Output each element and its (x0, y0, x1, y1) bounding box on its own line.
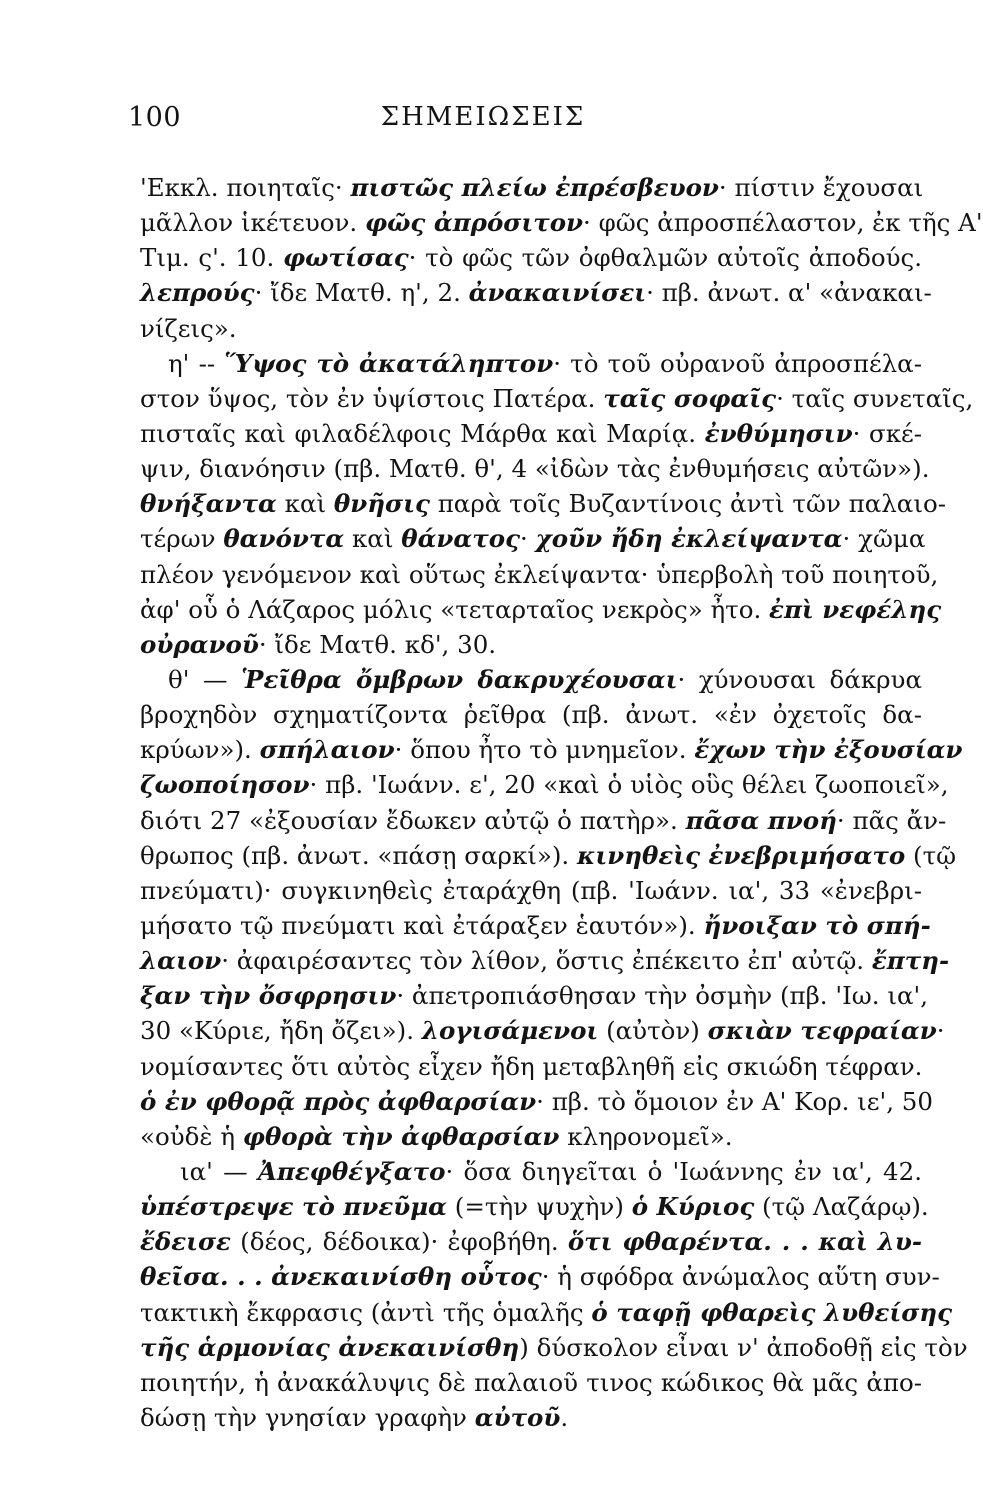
gloss-text: 30 «Κύριε, ἤδη ὄζει»). (140, 1016, 422, 1046)
running-title: ΣΗΜΕΙΩΣΕΙΣ (380, 102, 586, 132)
page-number: 100 (128, 102, 182, 133)
lemma-term: σκιὰν τεφραίαν (707, 1016, 937, 1046)
gloss-text: κληρονομεῖ». (559, 1121, 733, 1151)
lemma-term: ταῖς σοφαῖς (603, 383, 777, 413)
gloss-text: 'Εκκλ. ποιηταῖς· (140, 173, 351, 202)
text-line (140, 732, 963, 767)
text-line (140, 1365, 922, 1400)
gloss-text: η' -- (168, 348, 225, 378)
lemma-term: λεπρούς (140, 278, 255, 308)
text-line (140, 1084, 933, 1119)
gloss-text: (=τὴν ψυχὴν) (447, 1192, 632, 1222)
lemma-term: λαιον (140, 946, 222, 976)
text-line (140, 697, 922, 732)
text-line (140, 416, 922, 451)
text-line (140, 486, 946, 521)
lemma-term: Ῥεῖθρα ὄμβρων δακρυχέουσαι (241, 664, 678, 694)
text-line (140, 1049, 922, 1084)
lemma-term: ἐνθύμησιν (704, 418, 853, 448)
gloss-text: ψιν, διανόησιν (πβ. Ματθ. θ', 4 «ἰδὼν τὰς ἐνθυμήσεις αὐτῶν»). (140, 454, 930, 484)
lemma-term: θανόντα (223, 524, 345, 554)
text-line (140, 170, 922, 205)
gloss-text: διότι 27 «ἐξουσίαν ἔδωκεν αὐτῷ ὁ πατὴρ». (140, 805, 686, 835)
lemma-term: φωτίσας (282, 243, 409, 273)
gloss-text: κρύων»). (140, 735, 260, 765)
gloss-text: δώσῃ τὴν γνησίαν γραφὴν (140, 1402, 475, 1432)
text-line (140, 521, 926, 556)
gloss-text: μᾶλλον ἱκέτευον. (140, 208, 365, 238)
gloss-text: θρωπος (πβ. ἀνωτ. «πάσῃ σαρκί»). (140, 840, 577, 870)
gloss-text: ποιητήν, ἡ ἀνακάλυψις δὲ παλαιοῦ τινος κώδικος θὰ μᾶς ἀπο- (140, 1367, 922, 1397)
lemma-term: πιστῶς πλείω ἐπρέσβευον (350, 173, 719, 202)
lemma-term: ἐπὶ νεφέλης (769, 594, 942, 624)
gloss-text: πλέον γενόμενον καὶ οὕτως ἐκλείψαντα· ὑπερβολὴ τοῦ ποιητοῦ, (140, 559, 939, 589)
lemma-term: πᾶσα πνοή (685, 805, 837, 835)
gloss-text: · τὸ φῶς τῶν ὀφθαλμῶν αὐτοῖς ἀποδούς. (408, 243, 922, 273)
gloss-text: · πβ. τὸ ὅμοιον ἐν Α' Κορ. ιε', 50 (536, 1086, 933, 1116)
notes-body (140, 170, 983, 1435)
lemma-term: Ὕψος τὸ ἀκατάληπτον (224, 348, 554, 378)
gloss-text: · τὸ τοῦ οὐρανοῦ ἀπροσπέλα- (553, 348, 922, 378)
gloss-text: ) δύσκολον εἶναι ν' ἀποδοθῇ εἰς τὸν (519, 1332, 968, 1362)
gloss-text: Τιμ. ς'. 10. (140, 243, 283, 273)
gloss-text: νίζεις». (140, 313, 237, 343)
gloss-text: στον ὕψος, τὸν ἐν ὑψίστοις Πατέρα. (140, 383, 604, 413)
gloss-text: ια' — (180, 1156, 258, 1186)
gloss-text: · ἀφαιρέσαντες τὸν λίθον, ὅστις ἐπέκειτο ἐπ' αὐτῷ. (221, 946, 872, 976)
gloss-text: · ταῖς συνεταῖς, (776, 383, 974, 413)
text-line (140, 557, 939, 592)
gloss-text: · ὅσα διηγεῖται ὁ 'Ιωάννης ἐν ια', 42. (445, 1156, 922, 1186)
gloss-text: · ἴδε Ματθ. κδ', 30. (258, 629, 497, 659)
gloss-text: · ὅπου ἦτο τὸ μνημεῖον. (394, 735, 695, 765)
lemma-term: ὑπέστρεψε τὸ πνεῦμα (140, 1192, 448, 1222)
gloss-text: παρὰ τοῖς Βυζαντίνοις ἀντὶ τῶν παλαιο- (429, 489, 946, 519)
text-line (140, 381, 974, 416)
lemma-term: ἀνακαινίσει (468, 278, 647, 308)
gloss-text: θ' — (168, 664, 242, 694)
text-line (140, 240, 922, 275)
lemma-term: ζωοποίησον (140, 770, 310, 800)
text-line (140, 767, 949, 802)
lemma-term: λογισάμενοι (421, 1016, 599, 1046)
gloss-text: · ἴδε Ματθ. η', 2. (254, 278, 469, 308)
gloss-text: (αὐτὸν) (598, 1016, 708, 1046)
gloss-text: καὶ (344, 524, 402, 554)
lemma-term: θάνατος (401, 524, 521, 554)
lemma-term: θνῆσις (333, 489, 430, 519)
lemma-term: ὁ Κύριος (631, 1192, 755, 1222)
lemma-term: Ἀπεφθέγξατο (257, 1156, 446, 1186)
gloss-text: · χῶμα (842, 524, 926, 554)
text-line (140, 1224, 922, 1259)
lemma-term: ὁ ταφῇ φθαρεὶς λυθείσης (591, 1297, 953, 1327)
text-line (140, 943, 950, 978)
lemma-term: ἔδεισε (140, 1227, 231, 1257)
gloss-text: «οὐδὲ ἡ (140, 1121, 243, 1151)
lemma-term: ξαν τὴν ὄσφρησιν (140, 981, 397, 1011)
gloss-text: νομίσαντες ὅτι αὐτὸς εἶχεν ἤδη μεταβληθῆ εἰς σκιώδη τέφραν. (140, 1051, 923, 1081)
text-line (140, 1013, 945, 1048)
text-line (140, 873, 922, 908)
lemma-term: θνήξαντα (140, 489, 277, 519)
text-line (140, 311, 922, 346)
gloss-text: μήσατο τῷ πνεύματι καὶ ἐτάραξεν ἑαυτόν»). (140, 910, 704, 940)
lemma-term: ὅτι φθαρέντα. . . καὶ λυ- (567, 1227, 922, 1257)
gloss-text: · (936, 1016, 945, 1046)
gloss-text: καὶ (276, 489, 334, 519)
text-line (140, 1154, 922, 1189)
gloss-text: · ἀπετροπιάσθησαν τὴν ὀσμὴν (πβ. 'Ιω. ια', (396, 981, 929, 1011)
lemma-term: θεῖσα. . . ἀνεκαινίσθη οὗτος (140, 1262, 542, 1292)
lemma-term: αὐτοῦ (474, 1402, 561, 1432)
text-line (140, 205, 983, 240)
gloss-text: · (520, 524, 536, 554)
gloss-text: · σκέ- (852, 418, 922, 448)
text-line (140, 1189, 929, 1224)
text-line (140, 275, 932, 310)
lemma-term: σπήλαιον (259, 735, 395, 765)
gloss-text: πισταῖς καὶ φιλαδέλφοις Μάρθα καὶ Μαρίᾳ. (140, 418, 705, 448)
gloss-text: (τῷ (905, 840, 957, 870)
lemma-term: ὁ ἐν φθορᾷ πρὸς ἀφθαρσίαν (140, 1086, 537, 1116)
lemma-term: τῆς ἁρμονίας ἀνεκαινίσθη (140, 1332, 520, 1362)
text-line (140, 451, 930, 486)
text-line (140, 1400, 922, 1435)
text-line (140, 627, 922, 662)
gloss-text: · φῶς ἀπροσπέλαστον, ἐκ τῆς Α' (583, 208, 983, 238)
gloss-text: τέρων (140, 524, 224, 554)
lemma-term: ἔπτη- (871, 946, 950, 976)
text-line (140, 1330, 968, 1365)
lemma-term: οὐρανοῦ (140, 629, 259, 659)
gloss-text: τακτικὴ ἔκφρασις (ἀντὶ τῆς ὁμαλῆς (140, 1297, 592, 1327)
text-line (140, 662, 922, 697)
text-line (140, 1295, 953, 1330)
gloss-text: · πβ. 'Ιωάνν. ε', 20 «καὶ ὁ υἱὸς οὓς θέλει ζωοποιεῖ», (309, 770, 949, 800)
lemma-term: φθορὰ τὴν ἀφθαρσίαν (242, 1121, 560, 1151)
gloss-text: βροχηδὸν σχηματίζοντα ῥεῖθρα (πβ. ἀνωτ. «ἐν ὀχετοῖς δα- (140, 700, 922, 730)
lemma-term: ἔχων τὴν ἐξουσίαν (694, 735, 963, 765)
lemma-term: χοῦν ἤδη ἐκλείψαντα (535, 524, 843, 554)
text-line (140, 803, 947, 838)
text-line (140, 346, 922, 381)
gloss-text: · πβ. ἀνωτ. α' «ἀνακαι- (646, 278, 932, 308)
text-line (140, 1259, 940, 1294)
lemma-term: ἤνοιξαν τὸ σπή- (703, 910, 931, 940)
text-line (140, 592, 942, 627)
lemma-term: φῶς ἀπρόσιτον (364, 208, 584, 238)
gloss-text: · πίστιν ἔχουσαι (718, 173, 924, 202)
gloss-text: · πᾶς ἄν- (836, 805, 947, 835)
gloss-text: ἀφ' οὗ ὁ Λάζαρος μόλις «τεταρταῖος νεκρὸς» ἦτο. (140, 594, 770, 624)
text-line (140, 978, 929, 1013)
gloss-text: . (560, 1402, 569, 1432)
gloss-text: (τῷ Λαζάρῳ). (754, 1192, 929, 1222)
gloss-text: · χύνουσαι δάκρυα (677, 664, 922, 694)
gloss-text: (δέος, δέδοικα)· ἐφοβήθη. (230, 1227, 568, 1257)
running-head (128, 102, 808, 142)
text-line (140, 908, 931, 943)
text-line (140, 1119, 922, 1154)
text-line (140, 838, 957, 873)
gloss-text: · ἡ σφόδρα ἀνώμαλος αὕτη συν- (541, 1262, 940, 1292)
gloss-text: πνεύματι)· συγκινηθεὶς ἐταράχθη (πβ. 'Ιωάνν. ια', 33 «ἐνεβρι- (140, 875, 922, 905)
lemma-term: κινηθεὶς ἐνεβριμήσατο (576, 840, 906, 870)
